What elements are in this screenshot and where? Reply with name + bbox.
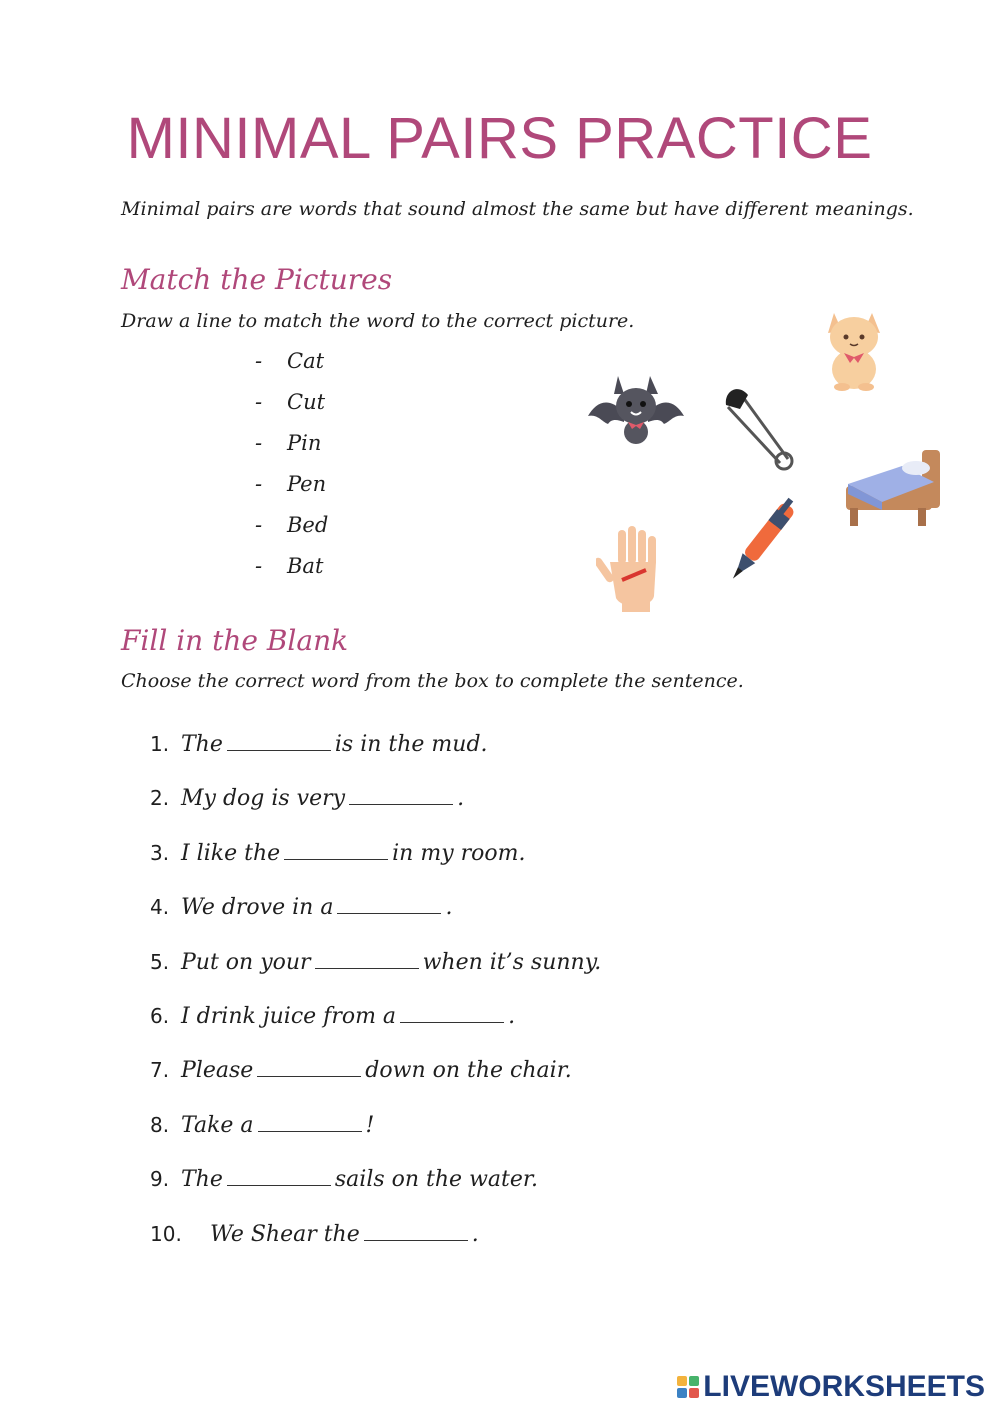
sentence-number: 9. [150,1167,170,1192]
sentence-after: is in the mud. [334,732,488,757]
sentence-after: sails on the water. [334,1167,538,1193]
sentence-number: 7. [150,1058,170,1083]
sentence-number: 1. [150,732,170,756]
word-label: Cut [287,390,326,414]
sentence-before: Put on your [181,949,311,975]
sentence-before: Take a [181,1112,254,1138]
fill-heading: Fill in the Blank [121,624,349,657]
sentence-item [150,782,601,836]
sentence-after: . [457,786,465,812]
answer-blank[interactable] [349,782,453,805]
sentence-item [150,1000,601,1054]
liveworksheets-logo [677,1370,985,1404]
answer-blank[interactable] [257,1054,361,1077]
word-item[interactable]: - Cut [255,390,326,414]
answer-blank[interactable] [364,1218,468,1241]
sentence-list [150,728,601,1272]
cat-icon[interactable] [820,303,890,393]
sentence-item [150,946,601,1000]
word-item[interactable]: - Bed [255,513,329,537]
sentence-item [150,1109,601,1163]
sentence-number: 8. [150,1112,170,1137]
word-item[interactable]: - Bat [255,554,324,578]
sentence-item [150,1218,601,1272]
answer-blank[interactable] [400,1000,504,1023]
sentence-number: 10. [150,1221,182,1246]
sentence-number: 2. [150,786,170,811]
logo-mark-icon [677,1376,699,1398]
word-label: Bed [287,513,329,537]
sentence-after: in my room. [392,840,526,866]
sentence-before: My dog is very [181,786,346,812]
sentence-number: 5. [150,949,170,974]
sentence-before: The [181,732,223,757]
match-instruction: Draw a line to match the word to the correct picture. [121,310,635,332]
sentence-before: The [181,1167,223,1193]
sentence-number: 6. [150,1003,170,1028]
sentence-before: We Shear the [210,1221,360,1247]
bed-icon[interactable] [842,448,946,530]
answer-blank[interactable] [258,1109,362,1132]
match-heading: Match the Pictures [121,263,393,296]
pen-icon[interactable] [718,496,802,592]
sentence-after: down on the chair. [365,1058,572,1084]
sentence-before: I like the [181,840,281,866]
sentence-number: 3. [150,840,170,865]
sentence-after: ! [365,1112,375,1138]
safety-pin-icon[interactable] [722,385,798,473]
sentence-after: . [508,1003,516,1029]
word-label: Pen [287,472,327,496]
cut-hand-icon[interactable] [596,526,668,614]
answer-blank[interactable] [227,1163,331,1186]
word-list [255,345,328,591]
sentence-item [150,1163,601,1217]
sentence-before: Please [181,1058,254,1084]
answer-blank[interactable] [315,946,419,969]
sentence-after: . [445,895,453,921]
word-label: Pin [287,431,322,455]
page-title: MINIMAL PAIRS PRACTICE [126,106,873,171]
sentence-item [150,891,601,945]
bat-icon[interactable] [588,372,684,448]
sentence-before: I drink juice from a [181,1003,397,1029]
logo-text: LIVEWORKSHEETS [703,1370,985,1403]
word-item[interactable]: - Cat [255,349,325,373]
answer-blank[interactable] [337,891,441,914]
fill-instruction: Choose the correct word from the box to complete the sentence. [121,670,744,692]
answer-blank[interactable] [284,837,388,860]
sentence-item [150,1054,601,1108]
word-item[interactable]: - Pin [255,431,322,455]
word-label: Cat [287,349,325,373]
word-label: Bat [287,554,324,578]
sentence-before: We drove in a [181,895,334,921]
sentence-after: . [471,1221,479,1247]
sentence-after: when it’s sunny. [422,949,602,975]
sentence-number: 4. [150,895,170,920]
word-item[interactable]: - Pen [255,472,327,496]
intro-text: Minimal pairs are words that sound almost the same but have different meanings. [121,198,914,220]
sentence-item [150,728,601,782]
answer-blank[interactable] [227,728,331,751]
sentence-item [150,837,601,891]
